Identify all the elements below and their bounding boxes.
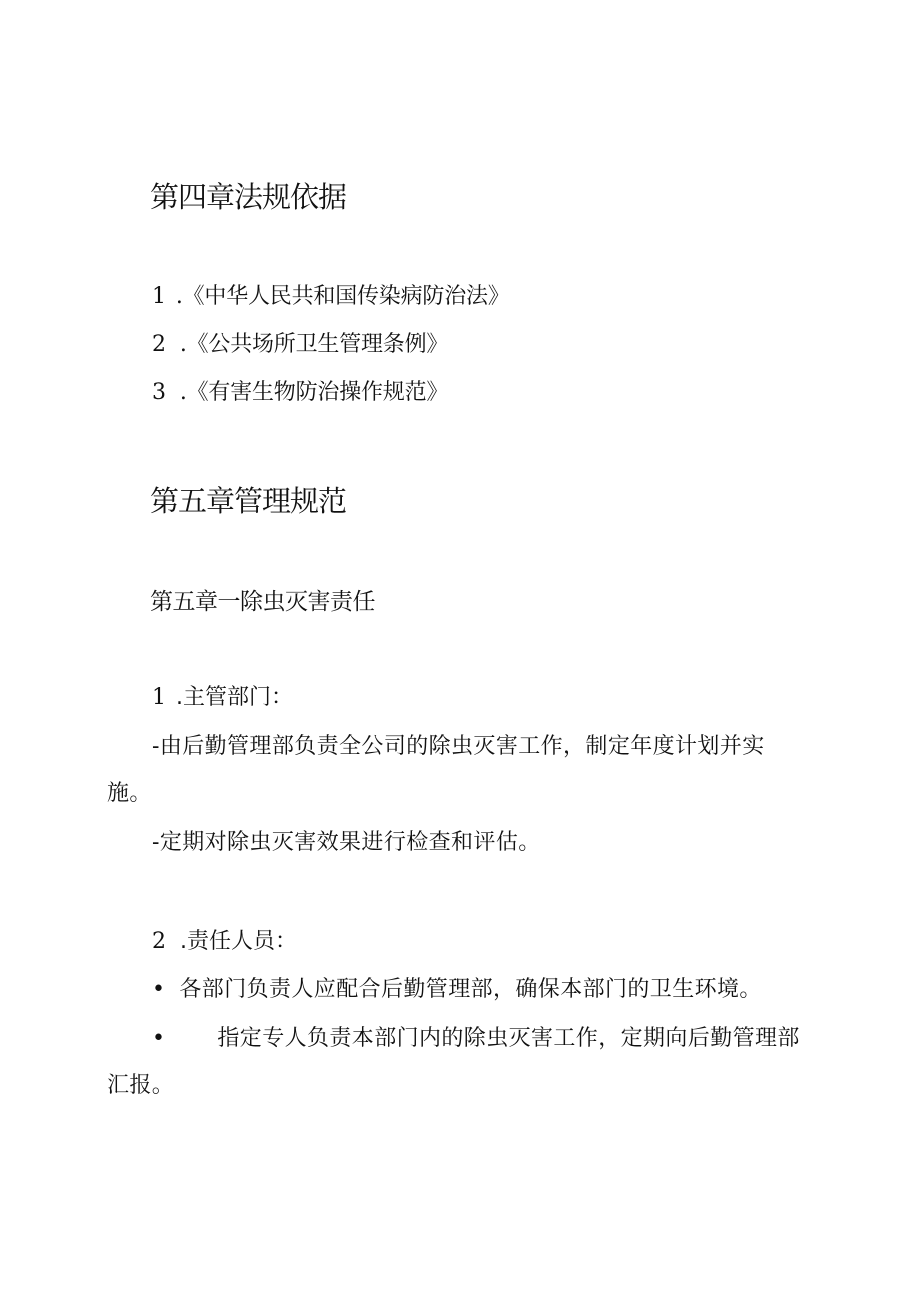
bullet-dot-icon: • xyxy=(152,977,166,1002)
section-number: 2 xyxy=(152,929,166,954)
bullet-item-2 xyxy=(152,1021,800,1052)
law-item-number: 1 xyxy=(152,284,166,309)
bullet-text: 指定专人负责本部门内的除虫灭害工作，定期向后勤管理部 xyxy=(217,1026,800,1051)
law-item-text: .《有害生物防治操作规范》 xyxy=(179,380,449,405)
section-1-line-1: -由后勤管理部负责全公司的除虫灭害工作，制定年度计划并实 xyxy=(152,734,765,759)
section-number: 1 xyxy=(152,685,166,710)
law-item-number: 3 xyxy=(152,380,166,405)
chapter-4-title: 第四章法规依据 xyxy=(150,180,347,214)
section-label: .主管部门： xyxy=(176,685,293,710)
chapter-5-title: 第五章管理规范 xyxy=(150,484,347,518)
law-item-number: 2 xyxy=(152,332,166,357)
section-1-heading xyxy=(152,680,293,711)
section-1-line-1-cont: 施。 xyxy=(107,781,152,806)
law-item-3 xyxy=(152,375,448,406)
law-item-1 xyxy=(152,279,510,310)
bullet-item-1 xyxy=(152,972,762,1003)
law-item-2 xyxy=(152,327,448,358)
law-item-text: .《中华人民共和国传染病防治法》 xyxy=(175,284,510,309)
chapter-5-subtitle: 第五章一除虫灭害责任 xyxy=(150,589,375,615)
law-item-text: .《公共场所卫生管理条例》 xyxy=(179,332,449,357)
bullet-text: 各部门负责人应配合后勤管理部，确保本部门的卫生环境。 xyxy=(179,977,762,1002)
bullet-dot-icon: • xyxy=(152,1026,166,1051)
bullet-item-2-cont: 汇报。 xyxy=(107,1073,175,1098)
section-label: .责任人员： xyxy=(180,929,297,954)
section-1-line-2: -定期对除虫灭害效果进行检查和评估。 xyxy=(152,830,541,855)
section-2-heading xyxy=(152,924,297,955)
